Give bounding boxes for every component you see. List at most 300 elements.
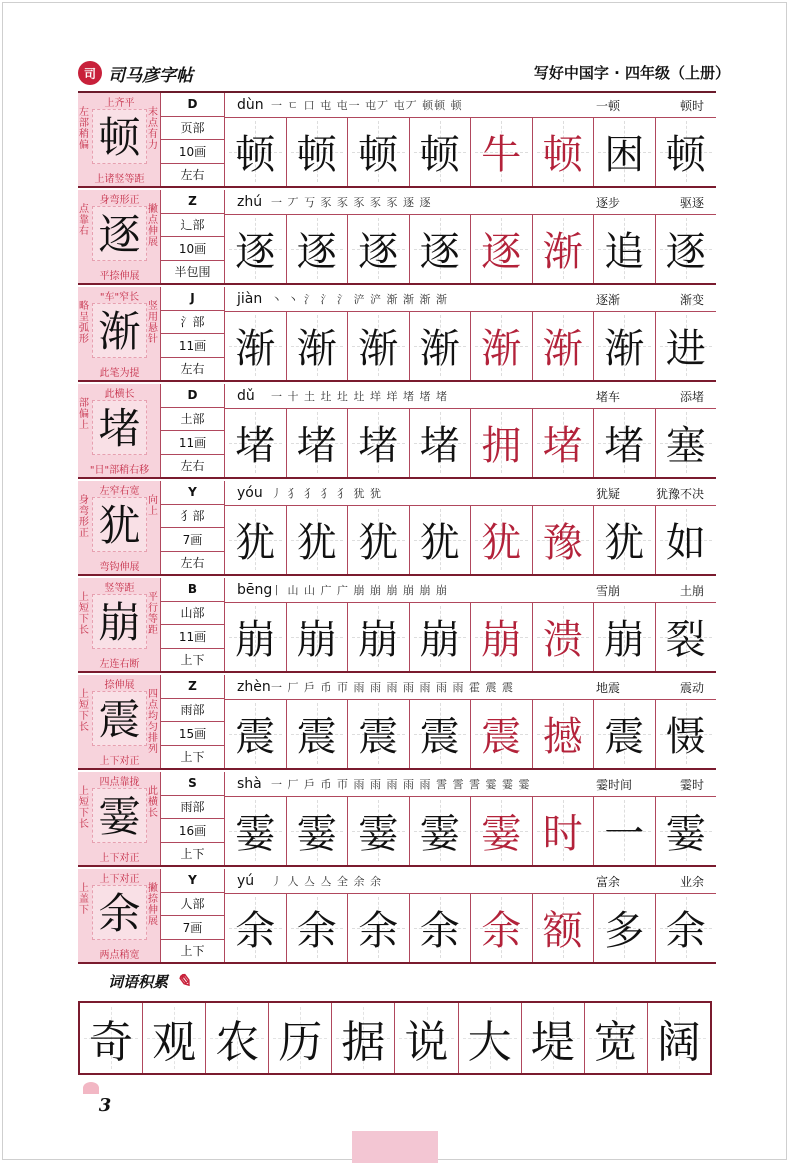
char-info: [161, 772, 225, 865]
char-row: [78, 772, 716, 867]
tip-top: 四点靠拢: [99, 777, 140, 788]
example-word: 业余: [679, 874, 704, 889]
practice-cell: [410, 311, 472, 380]
practice-cell: [225, 214, 287, 283]
model-char: 渐: [92, 303, 147, 358]
char-row: [78, 675, 716, 770]
practice-char: 渐: [419, 326, 460, 372]
vocab-title-text: 词语积累: [108, 973, 169, 991]
practice-char: 渐: [235, 326, 276, 372]
stroke-count: 11画: [161, 334, 224, 358]
practice-char: 堵: [419, 423, 460, 469]
structure: 上下: [180, 847, 205, 862]
tip-bottom: 上下对正: [99, 853, 140, 864]
practice-area: [225, 675, 716, 768]
practice-cells: [225, 602, 716, 671]
practice-cell: [410, 699, 472, 768]
practice-char: 牛: [481, 132, 522, 178]
practice-char: 渐: [296, 326, 337, 372]
char-info: [161, 287, 225, 380]
example-word: 逐步: [596, 195, 621, 210]
index-letter: D: [161, 93, 224, 117]
practice-cell: [471, 699, 533, 768]
practice-char: 慑: [665, 714, 706, 760]
index-letter: Y: [161, 481, 224, 505]
practice-char: 拥: [481, 423, 522, 469]
char-row: [78, 190, 716, 285]
practice-char: 顿: [296, 132, 337, 178]
practice-cells: [225, 699, 716, 768]
practice-char: 霎: [358, 811, 399, 857]
tip-left: 略呈弧形: [79, 301, 89, 345]
practice-cell: [225, 117, 287, 186]
practice-cell: [533, 893, 595, 962]
bottom-tab: [352, 1131, 438, 1163]
practice-cell: [656, 311, 717, 380]
model-char: 崩: [92, 594, 147, 649]
practice-cell: [348, 408, 410, 477]
radical: 犭部: [161, 505, 224, 529]
tip-right: 末点有力: [148, 107, 158, 151]
vocab-cell: [395, 1003, 458, 1073]
vocab-char: 说: [404, 1017, 449, 1068]
vocab-char: 大: [467, 1017, 512, 1068]
vocab-char: 观: [152, 1017, 197, 1068]
stroke-sequence: 一 十 土 圵 圵 圵 垟 垟 堵 堵 堵: [271, 390, 448, 403]
tip-left: 上短下长: [79, 592, 89, 636]
practice-char: 多: [604, 908, 645, 954]
pinyin-line: [225, 287, 716, 312]
practice-cell: [533, 408, 595, 477]
stroke-sequence: 丨 山 山 广 广 崩 崩 崩 崩 崩 崩: [271, 584, 448, 597]
pinyin: bēng: [237, 582, 273, 598]
tip-right: 平行等距: [148, 592, 158, 636]
practice-cell: [471, 893, 533, 962]
practice-cell: [471, 311, 533, 380]
vocab-char: 宽: [593, 1017, 638, 1068]
stroke-sequence: 一 丆 丂 豕 豕 豕 豕 豕 逐 逐: [271, 196, 432, 209]
practice-char: 余: [235, 908, 276, 954]
structure: 左右: [180, 168, 205, 183]
example-word: 震动: [679, 680, 704, 695]
practice-char: 霎: [235, 811, 276, 857]
practice-char: 堵: [296, 423, 337, 469]
tip-right: 撇点伸展: [148, 204, 158, 248]
pinyin: zhú: [237, 194, 263, 210]
practice-char: 余: [358, 908, 399, 954]
practice-char: 犹: [358, 520, 399, 566]
pinyin-line: [225, 384, 716, 409]
practice-cell: [471, 117, 533, 186]
practice-cell: [348, 214, 410, 283]
practice-cell: [471, 796, 533, 865]
practice-char: 霎: [296, 811, 337, 857]
practice-char: 犹: [235, 520, 276, 566]
practice-char: 震: [296, 714, 337, 760]
char-info: [161, 869, 225, 962]
practice-cell: [594, 214, 656, 283]
practice-area: [225, 287, 716, 380]
tip-top: 身弯形正: [99, 195, 140, 206]
structure: 半包围: [174, 265, 211, 280]
practice-char: 进: [665, 326, 706, 372]
practice-cell: [594, 117, 656, 186]
practice-char: 堵: [358, 423, 399, 469]
practice-area: [225, 578, 716, 671]
radical: 土部: [161, 408, 224, 432]
vocab-char: 农: [215, 1017, 260, 1068]
practice-char: 余: [419, 908, 460, 954]
example-words: [596, 291, 716, 308]
tip-top: 上下对正: [99, 874, 140, 885]
example-word: 雪崩: [596, 583, 621, 598]
practice-cell: [656, 796, 717, 865]
practice-cell: [410, 505, 472, 574]
example-words: [596, 97, 716, 114]
practice-char: 一: [604, 811, 645, 857]
radical: 辶部: [161, 214, 224, 238]
practice-cell: [471, 505, 533, 574]
vocab-title: [108, 971, 191, 992]
practice-cell: [410, 214, 472, 283]
stroke-count: 10画: [161, 140, 224, 164]
practice-char: 震: [604, 714, 645, 760]
example-word: 逐渐: [596, 292, 621, 307]
practice-table: [78, 93, 716, 966]
practice-char: 溃: [542, 617, 583, 663]
practice-cell: [287, 505, 349, 574]
practice-cells: [225, 214, 716, 283]
practice-cell: [287, 602, 349, 671]
practice-char: 震: [235, 714, 276, 760]
tip-left: 上短下长: [79, 689, 89, 733]
practice-char: 顿: [235, 132, 276, 178]
practice-char: 豫: [542, 520, 583, 566]
example-word: 顿时: [679, 98, 704, 113]
practice-cell: [410, 602, 472, 671]
vocab-grid: [78, 1001, 712, 1075]
practice-area: [225, 772, 716, 865]
book-title: 写好中国字 · 四年级（上册）: [533, 64, 730, 82]
stroke-sequence: 一 厂 戶 币 帀 雨 雨 雨 雨 雨 雨 雨 霍 震 震: [271, 681, 514, 694]
model-char: 堵: [92, 400, 147, 455]
practice-char: 额: [542, 908, 583, 954]
vocab-cell: [332, 1003, 395, 1073]
tip-bottom: 此笔为提: [99, 368, 140, 379]
practice-char: 撼: [542, 714, 583, 760]
pinyin: yóu: [237, 485, 263, 501]
example-word: 渐变: [679, 292, 704, 307]
practice-cell: [348, 505, 410, 574]
example-words: [596, 776, 716, 793]
vocab-char: 奇: [89, 1017, 134, 1068]
example-words: [596, 582, 716, 599]
tip-bottom: 两点稍宽: [99, 950, 140, 961]
stroke-count: 16画: [161, 819, 224, 843]
practice-char: 霎: [419, 811, 460, 857]
practice-cells: [225, 311, 716, 380]
practice-cell: [533, 796, 595, 865]
practice-cell: [225, 893, 287, 962]
practice-cell: [287, 311, 349, 380]
practice-char: 困: [604, 132, 645, 178]
model-char: 顿: [92, 109, 147, 164]
practice-cells: [225, 505, 716, 574]
tip-bottom: 弯钩伸展: [99, 562, 140, 573]
vocab-cell: [143, 1003, 206, 1073]
vocab-cell: [459, 1003, 522, 1073]
structure: 左右: [180, 556, 205, 571]
practice-char: 渐: [542, 229, 583, 275]
radical: 山部: [161, 602, 224, 626]
practice-char: 堵: [604, 423, 645, 469]
vocab-cell: [269, 1003, 332, 1073]
tip-top: 左窄右宽: [99, 486, 140, 497]
model-char: 震: [92, 691, 147, 746]
tip-left: 上短下长: [79, 786, 89, 830]
practice-cell: [533, 505, 595, 574]
vocab-char: 历: [278, 1017, 323, 1068]
model-panel: [78, 93, 161, 186]
pinyin-line: [225, 190, 716, 215]
practice-cells: [225, 117, 716, 186]
example-word: 犹豫不决: [655, 486, 704, 501]
practice-cell: [410, 893, 472, 962]
practice-char: 逐: [419, 229, 460, 275]
tip-top: 此横长: [104, 389, 135, 400]
example-word: 添堵: [679, 389, 704, 404]
practice-cell: [287, 214, 349, 283]
practice-cell: [656, 408, 717, 477]
practice-cell: [656, 893, 717, 962]
tip-bottom: 上诸竖等距: [94, 174, 145, 185]
practice-cell: [594, 699, 656, 768]
example-word: 富余: [596, 874, 621, 889]
vocab-char: 阔: [656, 1017, 701, 1068]
practice-cell: [471, 602, 533, 671]
example-word: 犹疑: [596, 486, 621, 501]
practice-cells: [225, 408, 716, 477]
char-info: [161, 675, 225, 768]
tip-top: "车"窄长: [99, 292, 140, 303]
practice-cell: [594, 311, 656, 380]
practice-cell: [471, 408, 533, 477]
stroke-sequence: 一 ㄷ 口 屯 屯一 屯丆 屯丆 顿顿 顿: [271, 99, 463, 112]
index-letter: D: [161, 384, 224, 408]
stroke-sequence: 丶 丶 氵 氵 氵 浐 浐 渐 渐 渐 渐: [271, 293, 448, 306]
practice-char: 逐: [235, 229, 276, 275]
tip-right: 四点均匀排列: [148, 689, 158, 755]
stroke-sequence: 一 厂 戶 币 帀 雨 雨 雨 雨 雨 霅 霅 霅 霎 霎 霎: [271, 778, 531, 791]
pinyin: zhèn: [237, 679, 271, 695]
tip-bottom: "日"部稍右移: [89, 465, 150, 476]
structure: 左右: [180, 362, 205, 377]
char-info: [161, 190, 225, 283]
char-row: [78, 869, 716, 964]
page-number: 3: [98, 1094, 112, 1116]
example-words: [596, 679, 716, 696]
structure: 上下: [180, 750, 205, 765]
practice-cell: [594, 602, 656, 671]
practice-cell: [410, 117, 472, 186]
practice-cell: [225, 311, 287, 380]
practice-char: 崩: [604, 617, 645, 663]
tip-left: 身弯形正: [79, 495, 89, 539]
stroke-count: 11画: [161, 431, 224, 455]
model-panel: [78, 675, 161, 768]
practice-char: 犹: [481, 520, 522, 566]
practice-cell: [656, 602, 717, 671]
model-panel: [78, 287, 161, 380]
char-row: [78, 384, 716, 479]
char-row: [78, 287, 716, 382]
practice-area: [225, 93, 716, 186]
practice-char: 余: [481, 908, 522, 954]
pinyin: dǔ: [237, 388, 255, 404]
example-word: 一顿: [596, 98, 621, 113]
example-words: [596, 873, 716, 890]
practice-char: 渐: [358, 326, 399, 372]
practice-cell: [348, 602, 410, 671]
practice-char: 堵: [235, 423, 276, 469]
practice-char: 崩: [296, 617, 337, 663]
practice-cells: [225, 796, 716, 865]
tip-bottom: 平捺伸展: [99, 271, 140, 282]
pinyin-line: [225, 93, 716, 118]
tip-right: 撇捺伸展: [148, 883, 158, 927]
practice-cell: [225, 699, 287, 768]
practice-char: 崩: [419, 617, 460, 663]
tip-top: 捺伸展: [104, 680, 135, 691]
brand: [78, 60, 193, 86]
example-word: 地震: [596, 680, 621, 695]
practice-cell: [533, 699, 595, 768]
practice-cell: [471, 214, 533, 283]
practice-cell: [533, 117, 595, 186]
structure: 上下: [180, 944, 205, 959]
brush-icon: ✎: [176, 971, 192, 992]
vocab-char: 据: [341, 1017, 386, 1068]
practice-cell: [594, 893, 656, 962]
tip-left: 部偏上: [79, 398, 89, 431]
practice-cells: [225, 893, 716, 962]
vocab-cell: [80, 1003, 143, 1073]
practice-char: 追: [604, 229, 645, 275]
example-words: [596, 485, 716, 502]
practice-char: 震: [481, 714, 522, 760]
char-row: [78, 481, 716, 576]
stroke-count: 7画: [161, 528, 224, 552]
practice-cell: [287, 117, 349, 186]
practice-char: 崩: [481, 617, 522, 663]
radical: 人部: [161, 893, 224, 917]
pinyin: shà: [237, 776, 262, 792]
pinyin-line: [225, 675, 716, 700]
practice-cell: [594, 505, 656, 574]
practice-char: 崩: [235, 617, 276, 663]
vocab-char: 堤: [530, 1017, 575, 1068]
practice-area: [225, 869, 716, 962]
practice-cell: [225, 796, 287, 865]
stroke-sequence: 丿 犭 犭 犭 犭 犹 犹: [271, 487, 382, 500]
example-word: 霎时: [679, 777, 704, 792]
practice-char: 犹: [419, 520, 460, 566]
practice-cell: [225, 408, 287, 477]
practice-cell: [533, 214, 595, 283]
practice-cell: [287, 893, 349, 962]
model-panel: [78, 481, 161, 574]
char-info: [161, 481, 225, 574]
practice-char: 逐: [665, 229, 706, 275]
structure: 左右: [180, 459, 205, 474]
practice-char: 顿: [419, 132, 460, 178]
practice-area: [225, 384, 716, 477]
tip-top: 竖等距: [104, 583, 135, 594]
practice-cell: [348, 893, 410, 962]
pinyin-line: [225, 869, 716, 894]
model-panel: [78, 384, 161, 477]
practice-cell: [656, 699, 717, 768]
practice-cell: [287, 796, 349, 865]
vocab-cell: [585, 1003, 648, 1073]
tip-bottom: 上下对正: [99, 756, 140, 767]
index-letter: Y: [161, 869, 224, 893]
tip-right: 竖用悬针: [148, 301, 158, 345]
practice-char: 渐: [481, 326, 522, 372]
practice-cell: [287, 699, 349, 768]
stroke-count: 7画: [161, 916, 224, 940]
char-info: [161, 384, 225, 477]
index-letter: Z: [161, 190, 224, 214]
pinyin: jiàn: [237, 291, 263, 307]
practice-cell: [594, 796, 656, 865]
radical: 雨部: [161, 699, 224, 723]
practice-char: 顿: [542, 132, 583, 178]
practice-cell: [594, 408, 656, 477]
practice-cell: [533, 311, 595, 380]
practice-cell: [287, 408, 349, 477]
tip-left: 点靠右: [79, 204, 89, 237]
practice-char: 逐: [296, 229, 337, 275]
radical: 雨部: [161, 796, 224, 820]
practice-char: 堵: [542, 423, 583, 469]
tip-left: 上盖下: [79, 883, 89, 916]
practice-char: 震: [419, 714, 460, 760]
stroke-sequence: 丿 人 亼 亼 全 余 余: [271, 875, 382, 888]
example-word: 驱逐: [679, 195, 704, 210]
practice-cell: [348, 311, 410, 380]
practice-cell: [225, 505, 287, 574]
practice-char: 逐: [481, 229, 522, 275]
model-panel: [78, 772, 161, 865]
practice-cell: [410, 408, 472, 477]
char-info: [161, 93, 225, 186]
brand-name: 司马彦字帖: [108, 65, 193, 86]
tip-left: 左部稍偏: [79, 107, 89, 151]
char-row: [78, 578, 716, 673]
example-word: 土崩: [679, 583, 704, 598]
model-panel: [78, 869, 161, 962]
pinyin-line: [225, 578, 716, 603]
pinyin-line: [225, 772, 716, 797]
vocab-cell: [206, 1003, 269, 1073]
practice-char: 余: [296, 908, 337, 954]
vocab-cell: [648, 1003, 710, 1073]
practice-char: 余: [665, 908, 706, 954]
tip-top: 上齐平: [104, 98, 135, 109]
practice-char: 逐: [358, 229, 399, 275]
practice-cell: [348, 796, 410, 865]
